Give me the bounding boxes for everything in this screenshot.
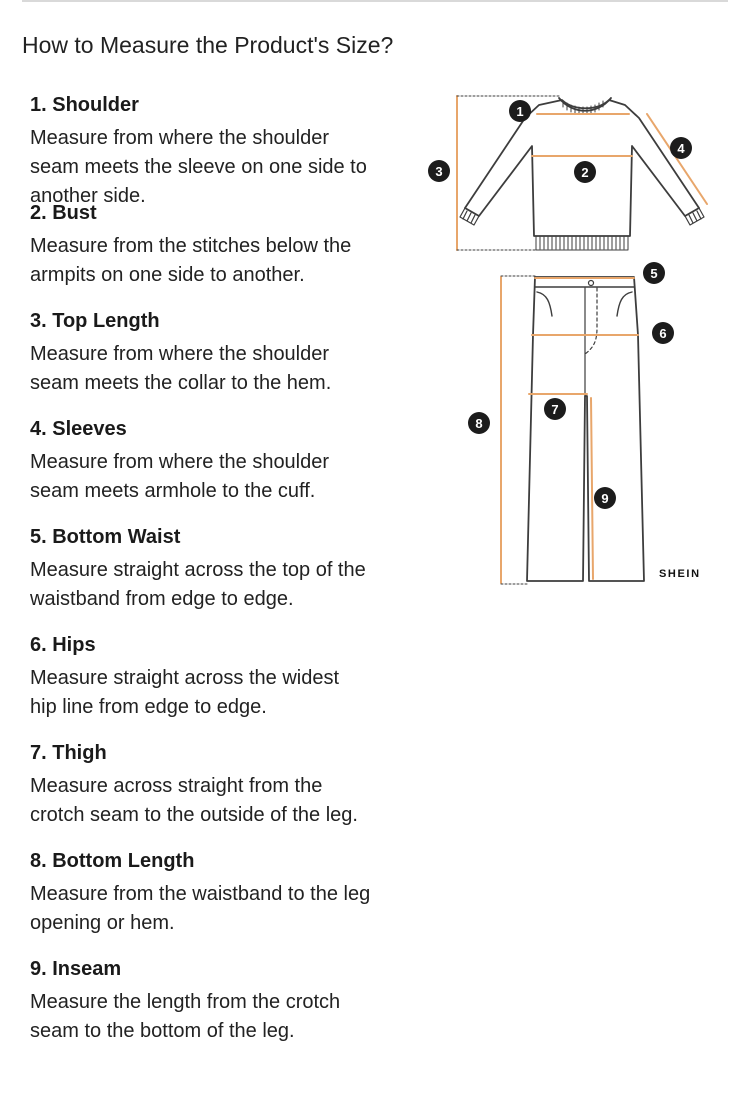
inseam-measure-line (591, 398, 593, 579)
step-title: 7. Thigh (30, 742, 107, 764)
step-description: Measure straight across the widest hip line from edge to edge. (30, 667, 340, 718)
step-description: Measure from where the shoulder seam meets armhole to the cuff. (30, 451, 330, 502)
step-description: Measure across straight from the crotch seam to the outside of the leg. (30, 775, 358, 826)
step-title: 2. Bust (30, 202, 97, 224)
step-title: 4. Sleeves (30, 418, 127, 440)
step-shoulder (30, 93, 420, 207)
pants-fly (585, 288, 597, 354)
pants-right-pocket (617, 292, 632, 316)
step-title: 3. Top Length (30, 310, 160, 332)
step-title: 8. Bottom Length (30, 850, 195, 872)
badge-1-label: 1 (516, 104, 524, 119)
pants-left-pocket (537, 292, 552, 316)
badge-2 (574, 161, 596, 183)
step-description: Measure from where the shoulder seam meets the collar to the hem. (30, 343, 332, 394)
pants-button (589, 281, 594, 286)
badge-8 (468, 412, 490, 434)
badge-7 (544, 398, 566, 420)
badge-6 (652, 322, 674, 344)
step-bust (30, 201, 420, 309)
step-thigh (30, 741, 420, 849)
step-description: Measure from the stitches below the armpits on one side to another. (30, 235, 352, 286)
top-divider (22, 0, 728, 2)
step-title: 9. Inseam (30, 958, 122, 980)
sleeve-measure-line (647, 114, 707, 204)
badge-8-label: 8 (475, 416, 483, 431)
page-title: How to Measure the Product's Size? (22, 32, 394, 58)
step-description: Measure from the waistband to the leg opening or hem. (30, 883, 371, 934)
badge-7-label: 7 (551, 402, 559, 417)
badge-5 (643, 262, 665, 284)
sweater-right-cuff (685, 208, 704, 225)
shein-logo: SHEIN (659, 568, 701, 580)
step-title: 6. Hips (30, 634, 96, 656)
sweater-left-cuff (460, 208, 479, 225)
step-top-length (30, 309, 420, 417)
step-hips (30, 633, 420, 741)
step-sleeves (30, 417, 420, 525)
step-inseam (30, 957, 420, 1065)
step-description: Measure the length from the crotch seam to the bottom of the leg. (30, 991, 341, 1042)
badge-6-label: 6 (659, 326, 667, 341)
measurement-diagram (425, 80, 725, 600)
badge-3 (428, 160, 450, 182)
step-bottom-length (30, 849, 420, 957)
step-bottom-waist (30, 525, 420, 633)
step-title: 5. Bottom Waist (30, 526, 181, 548)
sweater-hem-ribbing (536, 236, 628, 250)
badge-1 (509, 100, 531, 122)
badge-3-label: 3 (435, 164, 443, 179)
badge-4 (670, 137, 692, 159)
badge-9 (594, 487, 616, 509)
badge-4-label: 4 (677, 141, 685, 156)
pants-illustration (501, 276, 644, 584)
badge-9-label: 9 (601, 491, 609, 506)
step-description: Measure from where the shoulder seam meets the sleeve on one side to another side. (30, 127, 367, 207)
step-description: Measure straight across the top of the waistband from edge to edge. (30, 559, 366, 610)
badge-2-label: 2 (581, 165, 589, 180)
step-title: 1. Shoulder (30, 94, 139, 116)
measurement-steps (30, 93, 420, 1065)
badge-5-label: 5 (650, 266, 658, 281)
